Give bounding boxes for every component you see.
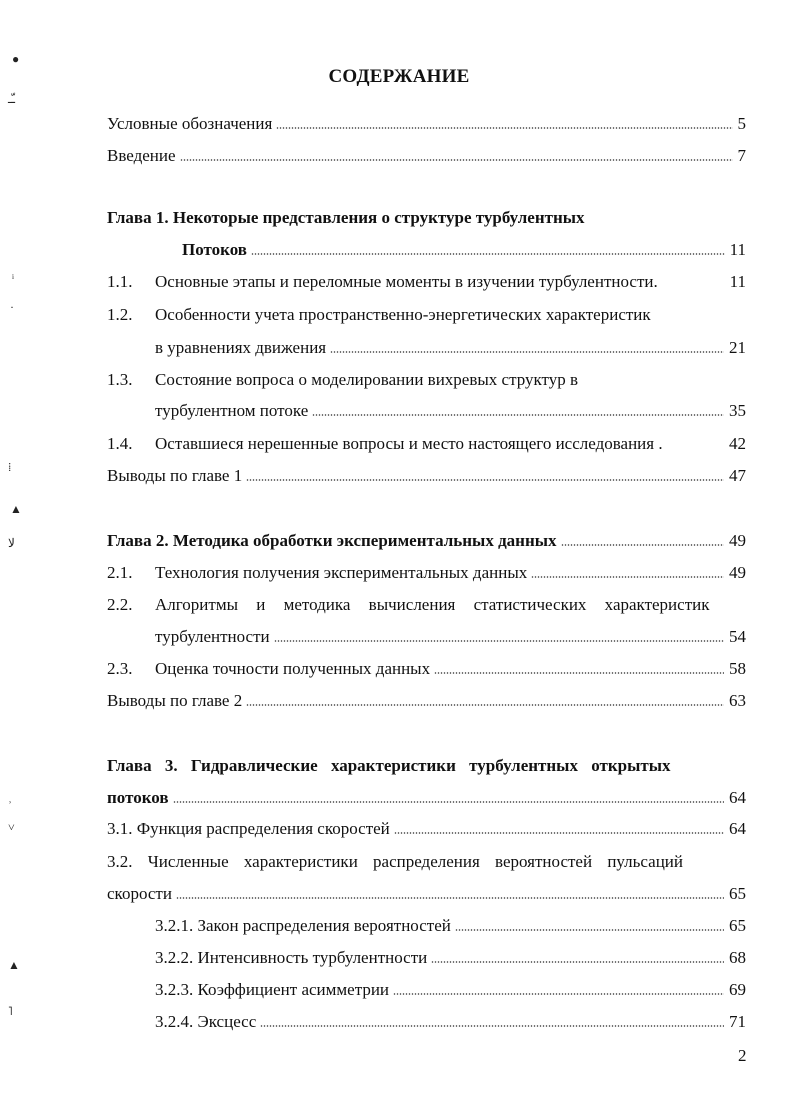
toc-entry-page: 63 [729,691,746,710]
toc-entry-page: 11 [729,240,746,259]
toc-entry-text: Оценка точности полученных данных [155,659,431,678]
leader-dots [251,253,725,255]
scan-mark: ﻻ [8,536,15,550]
toc-entry-page: 35 [729,401,746,420]
scan-mark: ˥ [8,1004,13,1018]
toc-entry-text: Выводы по главе 2 [107,691,243,710]
toc-entry-page: 7 [737,146,746,165]
toc-entry[interactable] [107,433,746,455]
toc-entry-text: 3.2.1. Закон распределения вероятностей [155,916,451,935]
leader-dots [246,704,724,706]
toc-entry-text: 3.2. Численные характеристики распределения вероятностей пульсаций [107,852,683,871]
scan-mark: ▲ [8,958,20,972]
scan-mark: ● [12,52,20,66]
leader-dots [276,127,732,129]
toc-entry[interactable] [155,400,746,422]
toc-entry-page: 11 [729,272,746,291]
toc-entry-text: турбулентном потоке [155,401,309,420]
scan-mark: ˒ [8,793,12,807]
toc-entry-text: Состояние вопроса о моделировании вихревых структур в [155,370,579,389]
toc-entry-text: 3.1. Функция распределения скоростей [107,819,390,838]
leader-dots [394,832,724,834]
toc-entry-text: Особенности учета пространственно-энергетических характеристик [155,305,651,324]
toc-entry-text: Алгоритмы и методика вычисления статистических характеристик [155,595,710,614]
toc-entry[interactable] [107,818,746,840]
toc-entry[interactable] [107,465,746,487]
toc-entry-number: 2.1. [107,563,133,582]
toc-chapter-heading[interactable] [107,530,746,552]
toc-entry-text: Технология получения экспериментальных данных [155,563,528,582]
toc-entry[interactable] [107,145,746,167]
toc-entry-text: Основные этапы и переломные моменты в изучении турбулентности. [155,272,658,291]
toc-chapter-heading[interactable] [107,755,748,777]
toc-entry-page: 21 [729,338,746,357]
leader-dots [455,929,724,931]
scan-mark: ⁞ [8,460,12,474]
toc-entry-number: 2.2. [107,595,133,614]
leader-dots [246,479,724,481]
toc-entry-number: 2.3. [107,659,133,678]
toc-entry[interactable] [107,562,746,584]
toc-entry[interactable] [107,851,748,873]
toc-entry-text: 3.2.3. Коэффициент асимметрии [155,980,390,999]
toc-entry-text: Оставшиеся нерешенные вопросы и место настоящего исследования . [155,434,663,453]
toc-entry[interactable] [107,304,746,326]
toc-entry-page: 64 [729,819,746,838]
toc-entry-text: 3.2.4. Эксцесс [155,1012,257,1031]
toc-entry-text: Выводы по главе 1 [107,466,243,485]
toc-entry-text: в уравнениях движения [155,338,327,357]
leader-dots [434,672,724,674]
leader-dots [561,544,724,546]
toc-entry-text: Потоков [182,240,247,259]
toc-entry-text: Условные обозначения [107,114,273,133]
toc-entry-text: Глава 3. Гидравлические характеристики турбулентных открытых [107,756,671,775]
toc-entry-page: 5 [737,114,746,133]
toc-entry[interactable] [155,626,746,648]
toc-entry[interactable] [155,979,746,1001]
toc-entry-text: потоков [107,788,169,807]
toc-entry-text: скорости [107,884,172,903]
toc-entry[interactable] [107,658,746,680]
toc-entry[interactable] [107,787,746,809]
toc-entry-page: 54 [729,627,746,646]
toc-entry-page: 64 [729,788,746,807]
toc-entry-page: 49 [729,563,746,582]
leader-dots [260,1025,724,1027]
page-number: 2 [738,1046,747,1065]
toc-entry[interactable] [107,594,748,616]
toc-entry-page: 71 [729,1012,746,1031]
toc-entry[interactable] [155,915,746,937]
leader-dots [431,961,724,963]
toc-entry[interactable] [107,690,746,712]
scan-mark: · [10,300,14,314]
toc-entry-page: 58 [729,659,746,678]
toc-entry-page: 65 [729,916,746,935]
toc-entry-number: 1.4. [107,434,133,453]
toc-entry-page: 69 [729,980,746,999]
toc-entry[interactable] [155,337,746,359]
leader-dots [274,640,724,642]
toc-entry[interactable] [182,239,746,261]
toc-entry-text: 3.2.2. Интенсивность турбулентности [155,948,428,967]
toc-entry-text: Введение [107,146,176,165]
leader-dots [393,993,724,995]
toc-entry-page: 68 [729,948,746,967]
page-title: СОДЕРЖАНИЕ [328,66,470,87]
scan-mark: ᵢ [12,267,14,281]
leader-dots [312,414,724,416]
toc-entry-page: 65 [729,884,746,903]
leader-dots [173,801,724,803]
scan-mark: ـّـ [8,92,16,106]
toc-entry-text: Глава 1. Некоторые представления о структуре турбулентных [107,208,585,227]
scan-mark: ˅ [8,820,15,834]
toc-entry[interactable] [155,1011,746,1033]
toc-entry-text: турбулентности [155,627,270,646]
leader-dots [531,576,724,578]
toc-entry-page: 47 [729,466,746,485]
toc-chapter-heading[interactable] [107,207,746,229]
leader-dots [180,159,733,161]
toc-entry-page: 42 [729,434,746,453]
toc-entry-number: 1.1. [107,272,133,291]
toc-entry-number: 1.2. [107,305,133,324]
toc-entry[interactable] [155,947,746,969]
scan-mark: ▲ [10,502,22,516]
toc-entry-number: 1.3. [107,370,133,389]
toc-entry-page: 49 [729,531,746,550]
toc-entry[interactable] [107,369,746,391]
toc-entry[interactable] [107,113,746,135]
toc-entry[interactable] [107,883,746,905]
leader-dots [176,897,724,899]
toc-entry-text: Глава 2. Методика обработки экспериментальных данных [107,531,557,550]
toc-entry[interactable] [107,271,746,293]
leader-dots [330,351,724,353]
